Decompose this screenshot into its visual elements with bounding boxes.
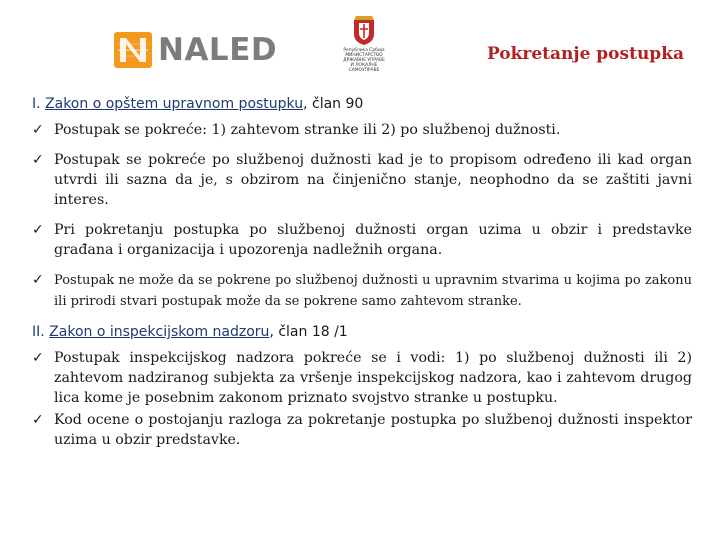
list-item: ✓ Postupak se pokreće: 1) zahtevom stranke ili 2) po službenoj dužnosti. <box>32 122 561 138</box>
list-item: ✓ Kod ocene o postojanju razloga za pokretanje postupka po službenoj dužnosti inspektor uzima u obzir predstavke. <box>32 412 692 448</box>
checkmark-icon: ✓ <box>32 412 44 428</box>
section-heading-2: II. Zakon o inspekcijskom nadzoru, član 18 /1 <box>32 324 348 340</box>
law-title-1: Zakon o opštem upravnom postupku <box>45 96 304 112</box>
ministry-text: Република Србија МИНИСТАРСТВО ДРЖАВНЕ УПРАВЕ И ЛОКАЛНЕ САМОУПРАВЕ <box>343 48 385 73</box>
checkmark-icon: ✓ <box>32 272 44 288</box>
list-item: ✓ Postupak inspekcijskog nadzora pokreće se i vodi: 1) po službenoj dužnosti ili 2) zahtevom nadziranog subjekta za vršenje inspekcijskog nadzora, kao i zahtevom drugog lica kome je posebnim zakonom priznato svojstvo stranke u postupku. <box>32 350 692 406</box>
section-1-list <box>32 120 692 312</box>
list-item: ✓ Pri pokretanju postupka po službenoj dužnosti organ uzima u obzir i predstavke građana i organizacija i upozorenja nadležnih organa. <box>32 222 692 258</box>
naled-logo-text: NALED <box>158 32 278 68</box>
section-2-list <box>32 348 692 450</box>
checkmark-icon: ✓ <box>32 222 44 238</box>
naled-logo <box>114 30 277 70</box>
ministry-logo <box>336 14 392 76</box>
checkmark-icon: ✓ <box>32 152 44 168</box>
page-title: Pokretanje postupka <box>486 44 684 64</box>
list-item: ✓ Postupak ne može da se pokrene po službenoj dužnosti u upravnim stvarima u kojima po zakonu ili prirodi stvari postupak može da se pokrene samo zahtevom stranke. <box>32 272 692 309</box>
naled-logo-icon <box>114 32 152 68</box>
section-heading-1: I. Zakon o opštem upravnom postupku, član 90 <box>32 96 364 112</box>
checkmark-icon: ✓ <box>32 350 44 366</box>
law-title-2: Zakon o inspekcijskom nadzoru <box>49 324 270 340</box>
slide-content <box>32 94 692 454</box>
header <box>0 0 720 82</box>
serbian-crest-icon <box>350 14 378 46</box>
list-item: ✓ Postupak se pokreće po službenoj dužnosti kad je to propisom određeno ili kad organ utvrdi ili sazna da je, s obzirom na činjenično stanje, neophodno da se zaštiti javni interes. <box>32 152 692 208</box>
checkmark-icon: ✓ <box>32 122 44 138</box>
